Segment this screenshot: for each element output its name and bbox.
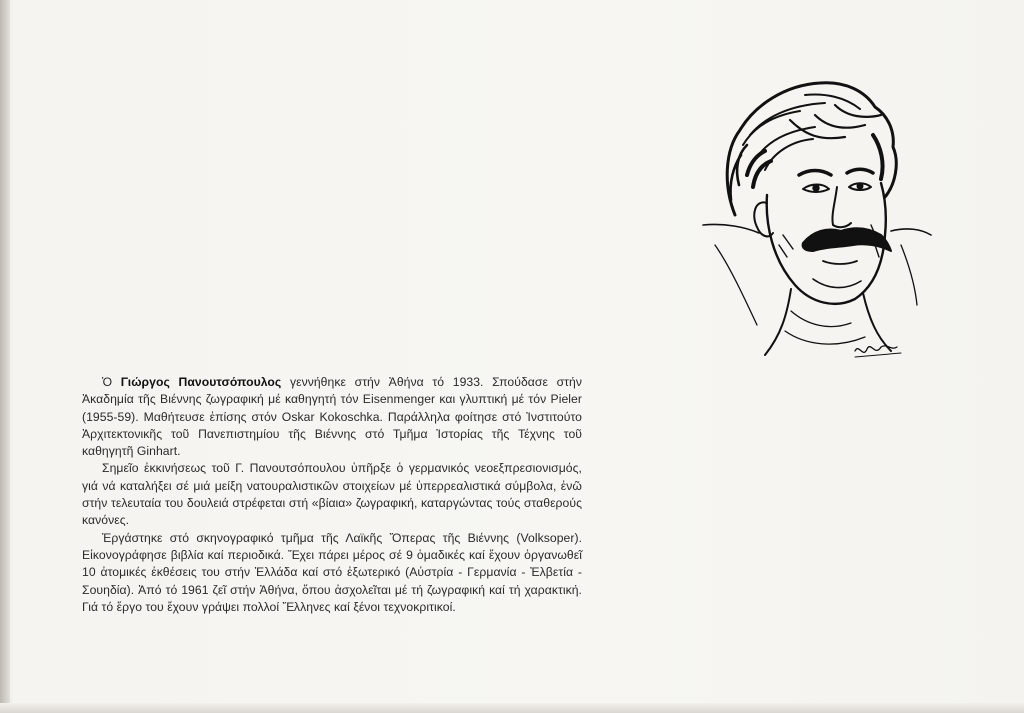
artist-name: Γιώργος Πανουτσόπουλος [120, 375, 282, 389]
biography-paragraph-1: Ὁ Γιώργος Πανουτσόπουλος γεννήθηκε στήν Ἀθήνα τό 1933. Σπούδασε στήν Ἀκαδημία τῆς Βιέννης ζωγραφική μέ καθηγητή τόν Eisenmenger και γλυπτική μέ τόν Pieler (1955-59). Μαθήτευσε ἐπίσης στόν Oskar Kokoschka. Παράλληλα φοίτησε στό Ἰνστιτούτο Ἀρχιτεκτονικῆς τοῦ Πανεπιστημίου τῆς Βιέννης στό Τμῆμα Ἱστορίας τῆς Τέχνης τοῦ καθηγητῆ Ginhart. [82, 375, 583, 459]
biography-text [82, 374, 582, 616]
biography-paragraph-3: Ἐργάστηκε στό σκηνογραφικό τμῆμα τῆς Λαϊκῆς Ὄπερας τῆς Βιέννης (Volksoper). Εἰκονογράφησε βιβλία καί περιοδικά. Ἔχει πάρει μέρος σέ 9 ὁμαδικές καί ἔχουν ὀργανωθεῖ 10 ἀτομικές ἐκθέσεις του στήν Ἑλλάδα καί στό ἐξωτερικό (Αὐστρία - Γερμανία - Ἐλβετία - Σουηδία). Ἀπό τό 1961 ζεῖ στήν Ἀθήνα, ὅπου ἀσχολεῖται μέ τή ζωγραφική καί τή χαρακτική. Γιά τό ἔργο του ἔχουν γράψει πολλοί Ἕλληνες καί ξένοι τεχνοκριτικοί. [82, 530, 582, 614]
page-bottom-edge [0, 703, 1024, 713]
biography-paragraph-2: Σημεῖο ἐκκινήσεως τοῦ Γ. Πανουτσόπουλου ὑπῆρξε ὁ γερμανικός νεοεξπρεσιονισμός, γιά νά καταλήξει σέ μιά μείξη νατουραλιστικῶν στοιχείων μέ ὑπερρεαλιστικά σύμβολα, ἐνῶ στήν τελευταία του δουλειά στρέφεται στή «βίαια» ζωγραφική, καταργώντας τούς σταθερούς κανόνες. [82, 461, 582, 528]
page-spine-shadow [0, 0, 10, 713]
portrait-sketch [695, 75, 935, 370]
